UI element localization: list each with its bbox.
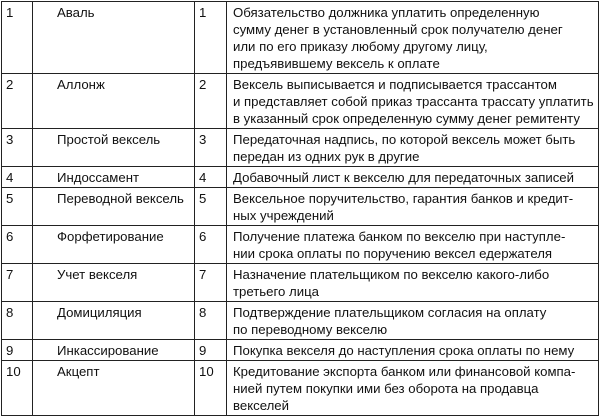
- table-body: [2, 2, 599, 416]
- term-name: Инкассирование: [33, 340, 195, 361]
- term-name: Форфетирование: [33, 226, 195, 264]
- definition-text: [227, 226, 599, 264]
- table-row: [2, 74, 599, 129]
- definition-text: [227, 361, 599, 416]
- definition-line: Вексель выписывается и подписывается трассантом: [233, 77, 557, 92]
- definition-line: третьего лица: [233, 284, 319, 299]
- definition-line: Подтверждение плательщиком согласия на оплату: [233, 305, 547, 320]
- definition-text: [227, 167, 599, 188]
- definition-text: [227, 302, 599, 340]
- table-row: [2, 264, 599, 302]
- definition-number: 9: [195, 340, 227, 361]
- definition-line: предъявившему вексель к оплате: [233, 56, 440, 71]
- term-number: 5: [2, 188, 33, 226]
- definition-line: в указанный срок определенную сумму денег ремитенту: [233, 111, 580, 126]
- definition-line: Вексельное поручительство, гарантия банков и кредит-: [233, 191, 574, 206]
- definition-line: нии срока оплаты по поручению вексел едержателя: [233, 246, 553, 261]
- table-row: [2, 226, 599, 264]
- definition-text: [227, 74, 599, 129]
- term-name: Индоссамент: [33, 167, 195, 188]
- term-number: 6: [2, 226, 33, 264]
- definition-number: 7: [195, 264, 227, 302]
- definition-line: ных учреждений: [233, 208, 334, 223]
- definition-text: [227, 188, 599, 226]
- definition-line: по переводному векселю: [233, 322, 388, 337]
- definition-number: 2: [195, 74, 227, 129]
- definition-line: Добавочный лист к векселю для передаточных записей: [233, 170, 574, 185]
- table-row: [2, 340, 599, 361]
- definition-line: или по его приказу любому другому лицу,: [233, 39, 488, 54]
- term-number: 1: [2, 2, 33, 74]
- definition-line: нией путем покупки ими без оборота на продавца: [233, 381, 539, 396]
- definition-line: Обязательство должника уплатить определенную: [233, 5, 540, 20]
- definition-line: передан из одних рук в другие: [233, 149, 420, 164]
- definition-text: [227, 2, 599, 74]
- definition-text: [227, 129, 599, 167]
- definition-text: [227, 340, 599, 361]
- table-row: [2, 129, 599, 167]
- table-row: [2, 188, 599, 226]
- term-name: Простой вексель: [33, 129, 195, 167]
- definition-number: 4: [195, 167, 227, 188]
- term-name: Учет векселя: [33, 264, 195, 302]
- definition-number: 8: [195, 302, 227, 340]
- definition-line: Кредитование экспорта банком или финансовой компа-: [233, 364, 576, 379]
- table-row: [2, 361, 599, 416]
- definition-line: сумму денег в установленный срок получателю денег: [233, 22, 563, 37]
- definition-line: и представляет собой приказ трассанта трассату уплатить: [233, 94, 594, 109]
- term-number: 3: [2, 129, 33, 167]
- table-row: [2, 167, 599, 188]
- definition-line: Передаточная надпись, по которой вексель может быть: [233, 132, 576, 147]
- term-name: Аваль: [33, 2, 195, 74]
- term-number: 2: [2, 74, 33, 129]
- definition-line: векселей: [233, 398, 289, 413]
- definition-line: Получение платежа банком по векселю при наступле-: [233, 229, 566, 244]
- definition-number: 10: [195, 361, 227, 416]
- term-name: Домициляция: [33, 302, 195, 340]
- definition-number: 3: [195, 129, 227, 167]
- term-number: 8: [2, 302, 33, 340]
- definition-number: 5: [195, 188, 227, 226]
- term-name: Переводной вексель: [33, 188, 195, 226]
- definition-text: [227, 264, 599, 302]
- term-number: 7: [2, 264, 33, 302]
- definition-number: 6: [195, 226, 227, 264]
- table-row: [2, 302, 599, 340]
- term-name: Акцепт: [33, 361, 195, 416]
- term-number: 4: [2, 167, 33, 188]
- term-number: 10: [2, 361, 33, 416]
- definition-line: Назначение плательщиком по векселю какого-либо: [233, 267, 550, 282]
- definition-line: Покупка векселя до наступления срока оплаты по нему: [233, 343, 575, 358]
- definition-number: 1: [195, 2, 227, 74]
- term-name: Аллонж: [33, 74, 195, 129]
- term-number: 9: [2, 340, 33, 361]
- table-row: [2, 2, 599, 74]
- matching-table: [1, 1, 599, 416]
